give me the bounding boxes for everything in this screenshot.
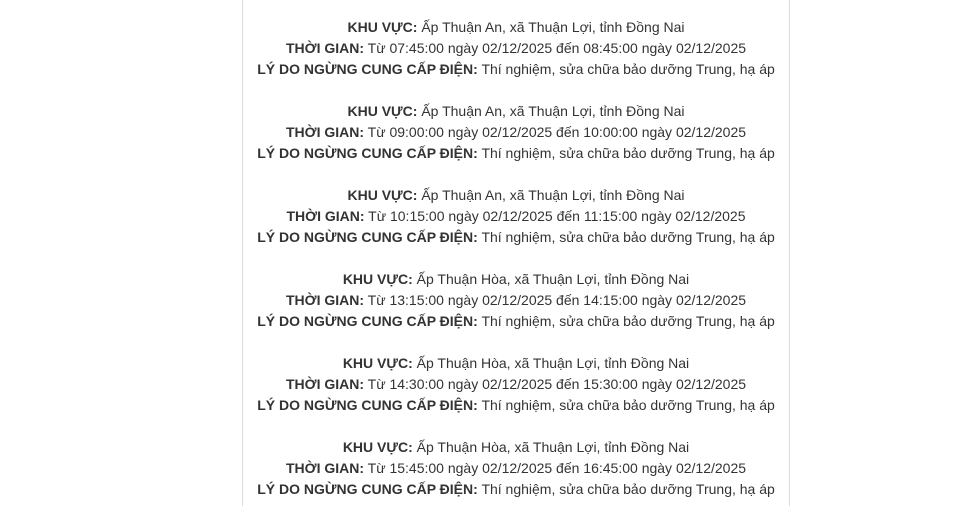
area-line: [243, 185, 789, 206]
time-line: [243, 206, 789, 227]
reason-line: [243, 227, 789, 248]
outage-notice: [243, 17, 789, 101]
time-value: Từ 10:15:00 ngày 02/12/2025 đến 11:15:00 ngày 02/12/2025: [368, 208, 746, 224]
area-value: Ấp Thuận An, xã Thuận Lợi, tỉnh Đồng Nai: [421, 187, 685, 203]
outage-notice-panel: [242, 0, 790, 506]
area-line: [243, 101, 789, 122]
time-line: [243, 290, 789, 311]
area-value: Ấp Thuận Hòa, xã Thuận Lợi, tỉnh Đồng Nai: [416, 355, 690, 371]
time-label: THỜI GIAN:: [285, 292, 365, 308]
time-value: Từ 14:30:00 ngày 02/12/2025 đến 15:30:00 ngày 02/12/2025: [367, 376, 747, 392]
outage-notice: [243, 101, 789, 185]
reason-line: [243, 143, 789, 164]
reason-line: [243, 59, 789, 80]
time-line: [243, 122, 789, 143]
area-label: KHU VỰC:: [347, 187, 418, 203]
reason-line: [243, 311, 789, 332]
time-label: THỜI GIAN:: [286, 208, 365, 224]
time-value: Từ 15:45:00 ngày 02/12/2025 đến 16:45:00 ngày 02/12/2025: [367, 460, 747, 476]
area-value: Ấp Thuận An, xã Thuận Lợi, tỉnh Đồng Nai: [421, 19, 685, 35]
area-line: [243, 17, 789, 38]
reason-value: Thí nghiệm, sửa chữa bảo dưỡng Trung, hạ áp: [481, 145, 775, 161]
time-label: THỜI GIAN:: [285, 460, 365, 476]
area-line: [243, 437, 789, 458]
reason-label: LÝ DO NGỪNG CUNG CẤP ĐIỆN:: [257, 229, 478, 245]
reason-value: Thí nghiệm, sửa chữa bảo dưỡng Trung, hạ áp: [481, 61, 775, 77]
outage-notice: [243, 185, 789, 269]
time-label: THỜI GIAN:: [285, 376, 365, 392]
reason-label: LÝ DO NGỪNG CUNG CẤP ĐIỆN:: [257, 481, 478, 497]
time-line: [243, 38, 789, 59]
time-line: [243, 458, 789, 479]
area-label: KHU VỰC:: [342, 271, 413, 287]
reason-value: Thí nghiệm, sửa chữa bảo dưỡng Trung, hạ áp: [481, 397, 775, 413]
time-label: THỜI GIAN:: [285, 124, 365, 140]
outage-notice: [243, 437, 789, 521]
reason-label: LÝ DO NGỪNG CUNG CẤP ĐIỆN:: [257, 61, 478, 77]
area-label: KHU VỰC:: [347, 19, 418, 35]
reason-label: LÝ DO NGỪNG CUNG CẤP ĐIỆN:: [257, 145, 478, 161]
reason-value: Thí nghiệm, sửa chữa bảo dưỡng Trung, hạ áp: [481, 481, 775, 497]
reason-value: Thí nghiệm, sửa chữa bảo dưỡng Trung, hạ áp: [481, 229, 775, 245]
area-value: Ấp Thuận Hòa, xã Thuận Lợi, tỉnh Đồng Nai: [416, 271, 690, 287]
reason-line: [243, 479, 789, 500]
area-line: [243, 353, 789, 374]
area-label: KHU VỰC:: [342, 355, 413, 371]
reason-value: Thí nghiệm, sửa chữa bảo dưỡng Trung, hạ áp: [481, 313, 775, 329]
reason-label: LÝ DO NGỪNG CUNG CẤP ĐIỆN:: [257, 313, 478, 329]
area-label: KHU VỰC:: [347, 103, 418, 119]
time-line: [243, 374, 789, 395]
time-value: Từ 13:15:00 ngày 02/12/2025 đến 14:15:00 ngày 02/12/2025: [367, 292, 747, 308]
outage-notice: [243, 353, 789, 437]
area-value: Ấp Thuận An, xã Thuận Lợi, tỉnh Đồng Nai: [421, 103, 685, 119]
outage-notice: [243, 269, 789, 353]
time-label: THỜI GIAN:: [285, 40, 365, 56]
time-value: Từ 09:00:00 ngày 02/12/2025 đến 10:00:00 ngày 02/12/2025: [367, 124, 747, 140]
time-value: Từ 07:45:00 ngày 02/12/2025 đến 08:45:00 ngày 02/12/2025: [367, 40, 747, 56]
reason-line: [243, 395, 789, 416]
area-value: Ấp Thuận Hòa, xã Thuận Lợi, tỉnh Đồng Nai: [416, 439, 690, 455]
area-line: [243, 269, 789, 290]
area-label: KHU VỰC:: [342, 439, 413, 455]
outage-notice-list: [243, 17, 789, 521]
reason-label: LÝ DO NGỪNG CUNG CẤP ĐIỆN:: [257, 397, 478, 413]
